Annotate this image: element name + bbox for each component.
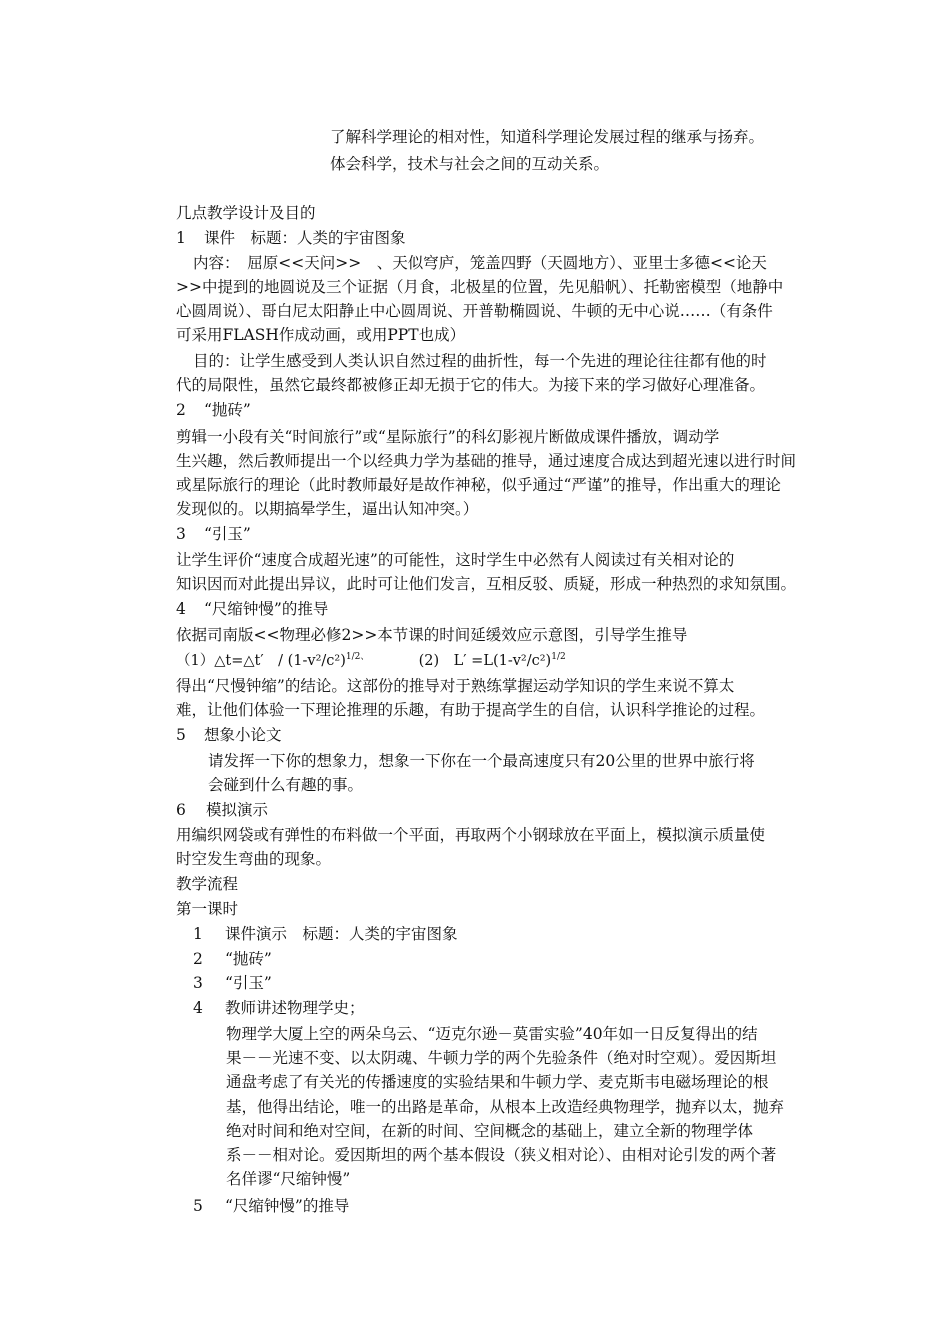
section-1-number: 1 <box>176 229 186 247</box>
flow-item-3-number: 3 <box>193 974 203 992</box>
s4-line-3: 难，让他们体验一下理论推理的乐趣，有助于提高学生的自信，认识科学推论的过程。 <box>176 701 766 719</box>
s5-line-1: 请发挥一下你的想象力，想象一下你在一个最高速度只有20公里的世界中旅行将 <box>208 752 755 770</box>
section-6-number: 6 <box>176 801 186 819</box>
s6-line-1: 用编织网袋或有弹性的布料做一个平面，再取两个小钢球放在平面上，模拟演示质量使 <box>176 826 766 844</box>
flow-item-3 <box>193 970 272 997</box>
flow-item-5-number: 5 <box>193 1197 203 1215</box>
s2-line-2: 生兴趣，然后教师提出一个以经典力学为基础的推导，通过速度合成达到超光速以进行时间 <box>176 452 797 470</box>
flow-item-5 <box>193 1193 349 1220</box>
s1-content-line-4: 可采用FLASH作成动画，或用PPT也成） <box>176 326 466 344</box>
s3-line-2: 知识因而对此提出异议，此时可让他们发言，互相反驳、质疑，形成一种热烈的求知氛围。 <box>176 575 797 593</box>
flow-item-2 <box>193 946 272 973</box>
section-6-label: 模拟演示 <box>206 801 269 819</box>
flow-item-1-number: 1 <box>193 925 203 943</box>
section-6-title <box>176 797 268 824</box>
s4-line-1: 依据司南版<<物理必修2>>本节课的时间延缓效应示意图，引导学生推导 <box>176 626 688 644</box>
flow-item-3-label: “引玉” <box>225 974 272 992</box>
section-5-title <box>176 722 282 749</box>
flow-heading: 教学流程 <box>176 875 239 893</box>
intro-line-2: 体会科学，技术与社会之间的互动关系。 <box>330 155 610 173</box>
flow-item-4-label: 教师讲述物理学史； <box>225 999 365 1017</box>
history-line-3: 通盘考虑了有关光的传播速度的实验结果和牛顿力学、麦克斯韦电磁场理论的根 <box>226 1073 769 1091</box>
formula-length-contraction: (2) L′ =L(1-v²/c²) <box>418 653 552 669</box>
s1-purpose-line-1: 目的：让学生感受到人类认识自然过程的曲折性，每一个先进的理论往往都有他的时 <box>193 352 767 370</box>
section-2-number: 2 <box>176 401 186 419</box>
history-line-7: 名佯谬“尺缩钟慢” <box>226 1170 351 1188</box>
s2-line-4: 发现似的。以期搞晕学生，逼出认知冲突。） <box>176 500 479 518</box>
section-5-number: 5 <box>176 726 186 744</box>
s6-line-2: 时空发生弯曲的现象。 <box>176 850 332 868</box>
s1-content-line-1: 内容： 屈原<<天问>> 、天似穹庐，笼盖四野（天圆地方）、亚里士多德<<论天 <box>193 254 767 272</box>
flow-item-2-label: “抛砖” <box>225 950 272 968</box>
section-1-label: 课件 标题：人类的宇宙图象 <box>204 229 406 247</box>
section-5-label: 想象小论文 <box>204 726 282 744</box>
s1-content-line-3: 心圆周说）、哥白尼太阳静止中心圆周说、开普勒椭圆说、牛顿的无中心说……（有条件 <box>176 302 773 320</box>
s2-line-3: 或星际旅行的理论（此时教师最好是故作神秘，似乎通过“严谨”的推导，作出重大的理论 <box>176 476 781 494</box>
history-line-4: 基，他得出结论，唯一的出路是革命，从根本上改造经典物理学，抛弃以太，抛弃 <box>226 1098 785 1116</box>
history-line-1: 物理学大厦上空的两朵乌云、“迈克尔逊－莫雷实验”40年如一日反复得出的结 <box>226 1025 758 1043</box>
s5-line-2: 会碰到什么有趣的事。 <box>208 776 364 794</box>
s1-content-line-2: >>中提到的地圆说及三个证据（月食，北极星的位置，先见船帆）、托勒密模型（地静中 <box>176 278 784 296</box>
history-line-6: 系－－相对论。爱因斯坦的两个基本假设（狭义相对论）、由相对论引发的两个著 <box>226 1146 777 1164</box>
design-heading: 几点教学设计及目的 <box>176 204 316 222</box>
section-4-title <box>176 596 328 623</box>
formula-length-contraction-exponent: 1/2 <box>551 652 566 662</box>
history-line-5: 绝对时间和绝对空间，在新的时间、空间概念的基础上，建立全新的物理学体 <box>226 1122 754 1140</box>
s2-line-1: 剪辑一小段有关“时间旅行”或“星际旅行”的科幻影视片断做成课件播放，调动学 <box>176 428 720 446</box>
section-1-title <box>176 225 406 252</box>
section-2-title <box>176 397 251 424</box>
section-4-number: 4 <box>176 600 186 618</box>
flow-item-2-number: 2 <box>193 950 203 968</box>
flow-item-4-number: 4 <box>193 999 203 1017</box>
intro-line-1: 了解科学理论的相对性，知道科学理论发展过程的继承与扬弃。 <box>330 128 765 146</box>
flow-item-1-label: 课件演示 标题：人类的宇宙图象 <box>225 925 458 943</box>
s1-purpose-line-2: 代的局限性，虽然它最终都被修正却无损于它的伟大。为接下来的学习做好心理准备。 <box>176 376 766 394</box>
lesson-heading: 第一课时 <box>176 900 239 918</box>
section-4-label: “尺缩钟慢”的推导 <box>204 600 329 618</box>
section-3-title <box>176 521 251 548</box>
formula-time-dilation: （1）△t=△t′ / (1-v²/c²) <box>176 653 346 669</box>
section-2-label: “抛砖” <box>204 401 251 419</box>
flow-item-4 <box>193 995 365 1022</box>
s3-line-1: 让学生评价“速度合成超光速”的可能性，这时学生中必然有人阅读过有关相对论的 <box>176 551 735 569</box>
flow-item-5-label: “尺缩钟慢”的推导 <box>225 1197 350 1215</box>
formula-time-dilation-exponent: 1/2、 <box>345 652 370 662</box>
flow-item-1 <box>193 921 458 948</box>
history-line-2: 果－－光速不变、以太阴魂、牛顿力学的两个先验条件（绝对时空观）。爱因斯坦 <box>226 1049 777 1067</box>
section-3-label: “引玉” <box>204 525 251 543</box>
section-3-number: 3 <box>176 525 186 543</box>
s4-line-2: 得出“尺慢钟缩”的结论。这部份的推导对于熟练掌握运动学知识的学生来说不算太 <box>176 677 735 695</box>
